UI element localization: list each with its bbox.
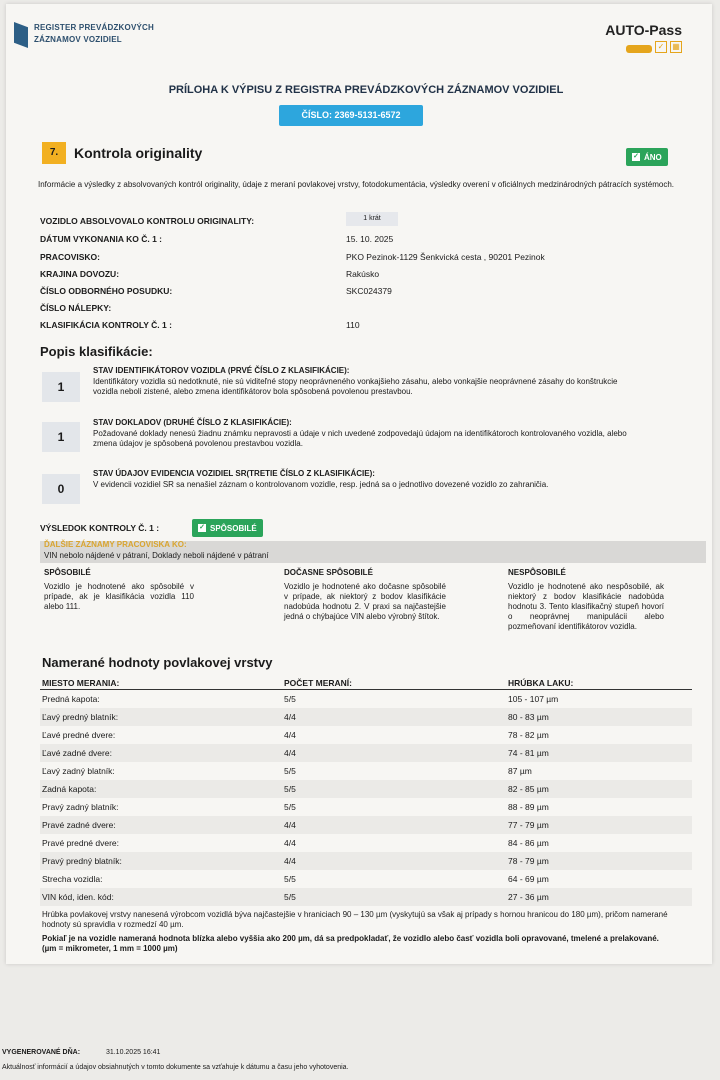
table-row: Ľavý zadný blatník: 5/5 87 µm <box>42 766 532 776</box>
table-row: VIN kód, iden. kód: 5/5 27 - 36 µm <box>40 888 692 906</box>
disclaimer: Aktuálnosť informácií a údajov obsiahnutých v tomto dokumente sa vzťahuje k dátumu a času jeho vyhotovenia. <box>2 1064 349 1071</box>
detail-value: SKC024379 <box>346 286 392 296</box>
autopass-logo <box>605 22 682 53</box>
grid-icon: ▦ <box>670 41 682 53</box>
classification-number: 0 <box>42 474 80 504</box>
table-row: Ľavý predný blatník: 4/4 80 - 83 µm <box>40 708 692 726</box>
detail-value: 15. 10. 2025 <box>346 234 394 244</box>
generated-info <box>2 1049 160 1056</box>
table-row: Pravé zadné dvere: 4/4 77 - 79 µm <box>40 816 692 834</box>
autopass-brand: AUTO-Pass <box>605 22 682 38</box>
measurement-warning: Pokiaľ je na vozidle nameraná hodnota blízka alebo vyššia ako 200 µm, dá sa predpokladať, že vozidlo alebo časť vozidla boli opravované, tmelené a prelakované. (µm = mikrometer, 1 mm = 1000 µm) <box>42 934 659 953</box>
col-header-count: POČET MERANÍ: <box>284 678 352 688</box>
detail-label: KLASIFIKÁCIA KONTROLY Č. 1 : <box>40 320 172 330</box>
table-row: Strecha vozidla: 5/5 64 - 69 µm <box>42 874 549 884</box>
legend-title-sposobile: SPÔSOBILÉ <box>44 568 91 577</box>
col-header-thickness: HRÚBKA LAKU: <box>508 678 574 688</box>
classification-title: STAV IDENTIFIKÁTOROV VOZIDLA (PRVÉ ČÍSLO Z KLASIFIKÁCIE): <box>93 366 350 375</box>
measurement-note: Hrúbka povlakovej vrstvy nanesená výrobcom vozidlá býva najčastejšie v hraniciach 90 – 130 µm (vyskytujú sa však aj prípady s hornou hranicou do 180 µm), pričom namerané hodnoty sú spravidla v rozmedzí 40 µm. <box>42 910 668 929</box>
generated-value: 31.10.2025 16:41 <box>105 1049 161 1056</box>
detail-label: DÁTUM VYKONANIA KO Č. 1 : <box>40 234 162 244</box>
classification-desc: Identifikátory vozidla sú nedotknuté, nie sú viditeľné stopy neoprávneného vonkajšieho zásahu, alebo vonkajšie neoprávnené zásahy do konštrukcie vozidla neboli zistené, alebo zmena identifikátorov bola spôsobená povolenou prestavbou. <box>93 377 618 396</box>
detail-value-pill: 1 krát <box>346 212 398 226</box>
legend-text-nesposobile: Vozidlo je hodnotené ako nespôsobilé, ak niektorý z bodov klasifikácie nadobúda hodnotu 3. Tento klasifikačný stupeň hovorí o neoprávnej manipulácii alebo pozmeňovaní identifikátorov vozidla. <box>508 582 664 631</box>
registry-logo <box>14 22 154 48</box>
table-row: Predná kapota: 5/5 105 - 107 µm <box>42 694 559 704</box>
section-intro: Informácie a výsledky z absolvovaných kontról originality, údaje z meraní povlakovej vrstvy, fotodokumentácia, výsledky overení v oficiálnych medzinárodných pátracích systémoch. <box>38 180 674 189</box>
document-sheet <box>6 4 712 964</box>
generated-label: VYGENEROVANÉ DŇA: <box>2 1049 81 1056</box>
status-badge-ano: ✓ ÁNO <box>626 148 668 166</box>
result-badge: ✓ SPÔSOBILÉ <box>192 519 263 537</box>
check-icon: ✓ <box>199 524 205 531</box>
detail-label: PRACOVISKO: <box>40 252 100 262</box>
registry-logo-icon <box>14 22 28 48</box>
records-text: VIN nebolo nájdené v pátraní, Doklady neboli nájdené v pátraní <box>44 551 269 560</box>
table-row: Ľavé predné dvere: 4/4 78 - 82 µm <box>42 730 549 740</box>
registry-name-line2: ZÁZNAMOV VOZIDIEL <box>34 35 122 44</box>
section-number: 7. <box>42 142 66 164</box>
classification-title: STAV DOKLADOV (DRUHÉ ČÍSLO Z KLASIFIKÁCIE): <box>93 418 292 427</box>
classification-title: STAV ÚDAJOV EVIDENCIA VOZIDIEL SR(TRETIE ČÍSLO Z KLASIFIKÁCIE): <box>93 469 375 478</box>
document-number-badge: ČÍSLO: 2369-5131-6572 <box>279 105 423 126</box>
detail-label: VOZIDLO ABSOLVOVALO KONTROLU ORIGINALITY: <box>40 216 255 226</box>
result-label: VÝSLEDOK KONTROLY Č. 1 : <box>40 523 160 533</box>
detail-label: ČÍSLO ODBORNÉHO POSUDKU: <box>40 286 173 296</box>
table-row: Zadná kapota: 5/5 82 - 85 µm <box>40 780 692 798</box>
legend-text-docasne: Vozidlo je hodnotené ako dočasne spôsobilé v prípade, ak niektorý z bodov klasifikácie nadobúda hodnotu 2. V praxi sa najčastejšie jedná o chýbajúce VIN alebo výrobný štítok. <box>284 582 446 621</box>
table-row: Pravé predné dvere: 4/4 84 - 86 µm <box>42 838 549 848</box>
page-title: PRÍLOHA K VÝPISU Z REGISTRA PREVÁDZKOVÝCH ZÁZNAMOV VOZIDIEL <box>168 84 564 96</box>
wrench-icon <box>626 45 652 53</box>
legend-text-sposobile: Vozidlo je hodnotené ako spôsobilé v prípade, ak je klasifikácia vozidla 110 alebo 111. <box>44 582 194 611</box>
legend-title-nesposobile: NESPÔSOBILÉ <box>508 568 566 577</box>
classification-desc: V evidencii vozidiel SR sa nenašiel záznam o kontrolovanom vozidle, resp. jedná sa o jednotlivo dovezené vozidlo zo zahraničia. <box>93 480 549 489</box>
table-row: Ľavé zadné dvere: 4/4 74 - 81 µm <box>40 744 692 762</box>
records-heading: ĎALŠIE ZÁZNAMY PRACOVISKA KO: <box>44 540 187 549</box>
classification-desc: Požadované doklady nenesú žiadnu známku nepravosti a údaje v nich uvedené zodpovedajú údajom na identifikátoroch kontrolovaného vozidla, alebo zmena údajov je spôsobená povolenou prestavbou vozidla. <box>93 429 627 448</box>
col-header-place: MIESTO MERANIA: <box>42 678 120 688</box>
classification-number: 1 <box>42 372 80 402</box>
measurements-heading: Namerané hodnoty povlakovej vrstvy <box>42 655 273 670</box>
detail-label: ČÍSLO NÁLEPKY: <box>40 303 112 313</box>
detail-value: Rakúsko <box>346 269 380 279</box>
detail-value: PKO Pezinok-1129 Šenkvická cesta , 90201 Pezinok <box>346 252 545 262</box>
detail-value: 110 <box>346 320 360 330</box>
legend-title-docasne: DOČASNE SPÔSOBILÉ <box>284 568 373 577</box>
classification-heading: Popis klasifikácie: <box>40 344 153 359</box>
table-row: Pravý predný blatník: 4/4 78 - 79 µm <box>40 852 692 870</box>
registry-name-line1: REGISTER PREVÁDZKOVÝCH <box>34 23 154 32</box>
classification-number: 1 <box>42 422 80 452</box>
check-icon: ✓ <box>633 153 639 160</box>
table-row: Pravý zadný blatník: 5/5 88 - 89 µm <box>42 802 549 812</box>
checkbox-icon: ✓ <box>655 41 667 53</box>
section-title: Kontrola originality <box>74 145 203 161</box>
detail-label: KRAJINA DOVOZU: <box>40 269 120 279</box>
